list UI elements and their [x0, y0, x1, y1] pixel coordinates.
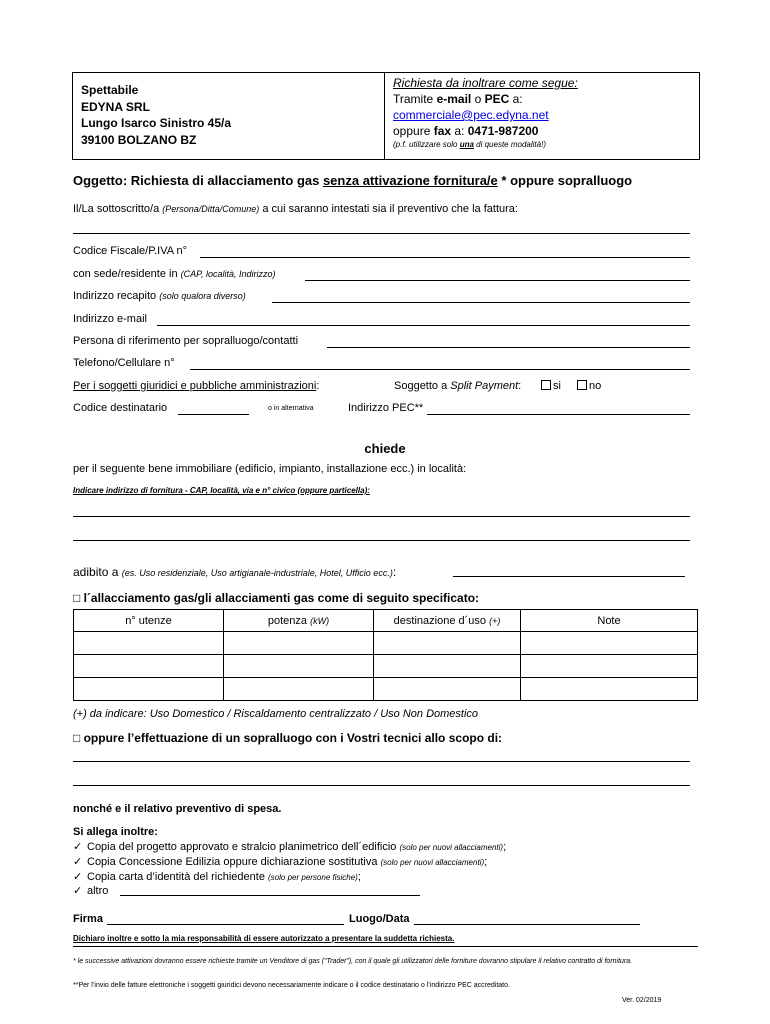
adibito-colon: : — [392, 565, 397, 579]
checkbox-icon — [541, 380, 551, 390]
request-via — [393, 91, 578, 107]
recapito-text: Indirizzo recapito — [73, 290, 160, 302]
addressee-block — [81, 82, 231, 148]
request-note — [393, 139, 578, 151]
via-prefix: Tramite — [393, 92, 437, 106]
request-block — [393, 75, 578, 151]
table-cell[interactable] — [374, 655, 521, 678]
adibito-text: adibito a — [73, 565, 122, 579]
sopralluogo-input-line[interactable] — [73, 785, 690, 786]
no-label: no — [589, 380, 602, 392]
luogo-input-line[interactable] — [414, 924, 640, 925]
addressee-line: EDYNA SRL — [81, 99, 150, 114]
request-title: Richiesta da inoltrare come segue: — [393, 76, 578, 90]
sopralluogo-input-line[interactable] — [73, 761, 690, 762]
firma-input-line[interactable] — [107, 924, 344, 925]
table-cell[interactable] — [224, 655, 374, 678]
checkmark-icon: ✓ — [73, 841, 83, 853]
table-row — [74, 632, 698, 655]
address-input-line[interactable] — [73, 540, 690, 541]
table-cell[interactable] — [374, 678, 521, 701]
luogo-label: Luogo/Data — [349, 913, 410, 925]
fax-number: 0471-987200 — [467, 124, 539, 138]
sopralluogo-option[interactable]: □ oppure l’effettuazione di un sopralluogo con i Vostri tecnici allo scopo di: — [73, 731, 503, 745]
name-input-line[interactable] — [73, 233, 690, 234]
dichiaro-text: Dichiaro inoltre e sotto la mia responsabilità di essere autorizzato a presentare la suddetta richiesta. — [73, 934, 455, 943]
table-cell[interactable] — [521, 655, 698, 678]
table-cell[interactable] — [521, 678, 698, 701]
allacciamento-option[interactable]: □ l´allacciamento gas/gli allacciamenti gas come di seguito specificato: — [73, 591, 480, 605]
split-a: Soggetto a — [394, 380, 451, 392]
sede-text: con sede/residente in — [73, 268, 181, 280]
sede-label — [73, 268, 276, 280]
codice-destinatario-input-line[interactable] — [178, 414, 249, 415]
note-a: (p.f. utilizzare solo — [393, 140, 460, 149]
split-payment-label — [394, 380, 521, 392]
split-no-checkbox[interactable] — [577, 380, 601, 392]
soggetti-label — [73, 380, 319, 392]
intro-b: a cui saranno intestati sia il preventivo che la fattura: — [259, 203, 518, 215]
fax-label: fax — [433, 124, 452, 138]
soggetti-text: Per i soggetti giuridici e pubbliche amministrazioni — [73, 380, 317, 392]
address-input-line[interactable] — [73, 516, 690, 517]
via-pec: PEC — [484, 92, 510, 106]
allega-title: Si allega inoltre: — [73, 826, 158, 838]
intro-a: Il/La sottoscritto/a — [73, 203, 163, 215]
si-label: si — [553, 380, 561, 392]
version-label: Ver. 02/2019 — [622, 997, 662, 1004]
allegato-item: ✓ altro — [73, 885, 109, 897]
table-cell[interactable] — [521, 632, 698, 655]
adibito-input-line[interactable] — [453, 576, 685, 577]
table-cell[interactable] — [224, 632, 374, 655]
fax-mid: a: — [451, 124, 468, 138]
sede-hint: (CAP, località, Indirizzo) — [180, 269, 276, 279]
allegato-item: ✓ Copia Concessione Edilizia oppure dichiarazione sostitutiva (solo per nuovi allacciamenti); — [73, 856, 488, 868]
persona-label: Persona di riferimento per sopralluogo/contatti — [73, 335, 299, 347]
split-c: : — [518, 380, 522, 392]
table-cell[interactable] — [74, 678, 224, 701]
header-divider — [384, 73, 385, 159]
table-header-row — [74, 610, 698, 632]
codice-fiscale-label: Codice Fiscale/P.IVA n° — [73, 245, 188, 257]
indicare-text: Indicare indirizzo di fornitura - CAP, località, via e n° civico (oppure particella): — [73, 486, 370, 495]
intro-line — [73, 203, 518, 215]
table-note: (+) da indicare: Uso Domestico / Riscaldamento centralizzato / Uso Non Domestico — [73, 708, 479, 720]
table-header-cell: n° utenze — [74, 610, 224, 632]
table-row — [74, 678, 698, 701]
table-row — [74, 655, 698, 678]
adibito-label — [73, 565, 396, 579]
table-header-cell: potenza (kW) — [224, 610, 374, 632]
allegato-item: ✓ Copia carta d’identità del richiedente (solo per persone fisiche); — [73, 871, 361, 883]
footnote-2: **Per l’invio delle fatture elettroniche i soggetti giuridici devono necessariamente indicare o il codice destinatario o l’indirizzo PEC accreditato. — [73, 982, 510, 989]
table-cell[interactable] — [374, 632, 521, 655]
soggetti-colon: : — [316, 380, 320, 392]
split-si-checkbox[interactable] — [541, 380, 561, 392]
table-cell[interactable] — [74, 655, 224, 678]
bene-text: per il seguente bene immobiliare (edificio, impianto, installazione ecc.) in località: — [73, 463, 467, 475]
email-input-line[interactable] — [157, 325, 690, 326]
telefono-label: Telefono/Cellulare n° — [73, 357, 175, 369]
pec-label: Indirizzo PEC** — [348, 402, 424, 414]
via-or: o — [471, 92, 485, 106]
addressee-line: 39100 BOLZANO BZ — [81, 132, 197, 147]
allegato-item: ✓ Copia del progetto approvato e stralcio planimetrico dell´edificio (solo per nuovi allacciamenti); — [73, 841, 507, 853]
via-colon: a: — [509, 92, 523, 106]
header-box — [72, 72, 700, 160]
persona-input-line[interactable] — [327, 347, 690, 348]
chiede-heading: chiede — [364, 441, 406, 456]
checkmark-icon: ✓ — [73, 885, 83, 897]
codice-destinatario-label: Codice destinatario — [73, 402, 168, 414]
table-header-cell: Note — [521, 610, 698, 632]
subject-suffix: * oppure sopralluogo — [497, 173, 633, 188]
sede-input-line[interactable] — [305, 280, 690, 281]
note-una: una — [459, 140, 474, 149]
split-b: Split Payment — [450, 380, 519, 392]
recapito-input-line[interactable] — [272, 302, 690, 303]
fax-prefix: oppure — [393, 124, 434, 138]
table-cell[interactable] — [74, 632, 224, 655]
altro-input-line[interactable] — [120, 895, 420, 896]
recapito-hint: (solo qualora diverso) — [159, 291, 246, 301]
addressee-line: Lungo Isarco Sinistro 45/a — [81, 116, 232, 130]
checkmark-icon: ✓ — [73, 871, 83, 883]
email-label: Indirizzo e-mail — [73, 313, 147, 325]
telefono-input-line[interactable] — [190, 369, 690, 370]
utenze-table — [73, 609, 698, 701]
via-email: e-mail — [436, 92, 472, 106]
checkmark-icon: ✓ — [73, 856, 83, 868]
intro-hint: (Persona/Ditta/Comune) — [162, 204, 260, 214]
adibito-hint: (es. Uso residenziale, Uso artigianale-industriale, Hotel, Ufficio ecc.) — [121, 568, 393, 578]
recapito-label — [73, 290, 246, 302]
table-cell[interactable] — [224, 678, 374, 701]
note-b: di queste modalità!) — [473, 140, 546, 149]
pec-input-line[interactable] — [427, 414, 690, 415]
pec-email-link[interactable]: commerciale@pec.edyna.net — [393, 108, 549, 122]
subject-underlined: senza attivazione fornitura/e — [322, 173, 498, 188]
footnote-1: * le successive attivazioni dovranno essere richieste tramite un Venditore di gas (“Trader”), con il quale gli utilizzatori delle forniture dovranno stipulare il relativo contratto di fornitura. — [73, 958, 633, 965]
table-header-cell: destinazione d´uso (+) — [374, 610, 521, 632]
preventivo-text: nonché e il relativo preventivo di spesa. — [73, 803, 282, 815]
checkbox-icon — [577, 380, 587, 390]
alternativa-label: o in alternativa — [268, 405, 314, 412]
subject-line — [73, 173, 632, 188]
codice-fiscale-input-line[interactable] — [200, 257, 690, 258]
fax-line — [393, 123, 578, 139]
addressee-line: Spettabile — [81, 83, 139, 97]
firma-label: Firma — [73, 913, 103, 925]
footnote-divider — [73, 946, 698, 947]
subject-prefix: Oggetto: Richiesta di allacciamento gas — [73, 173, 323, 188]
